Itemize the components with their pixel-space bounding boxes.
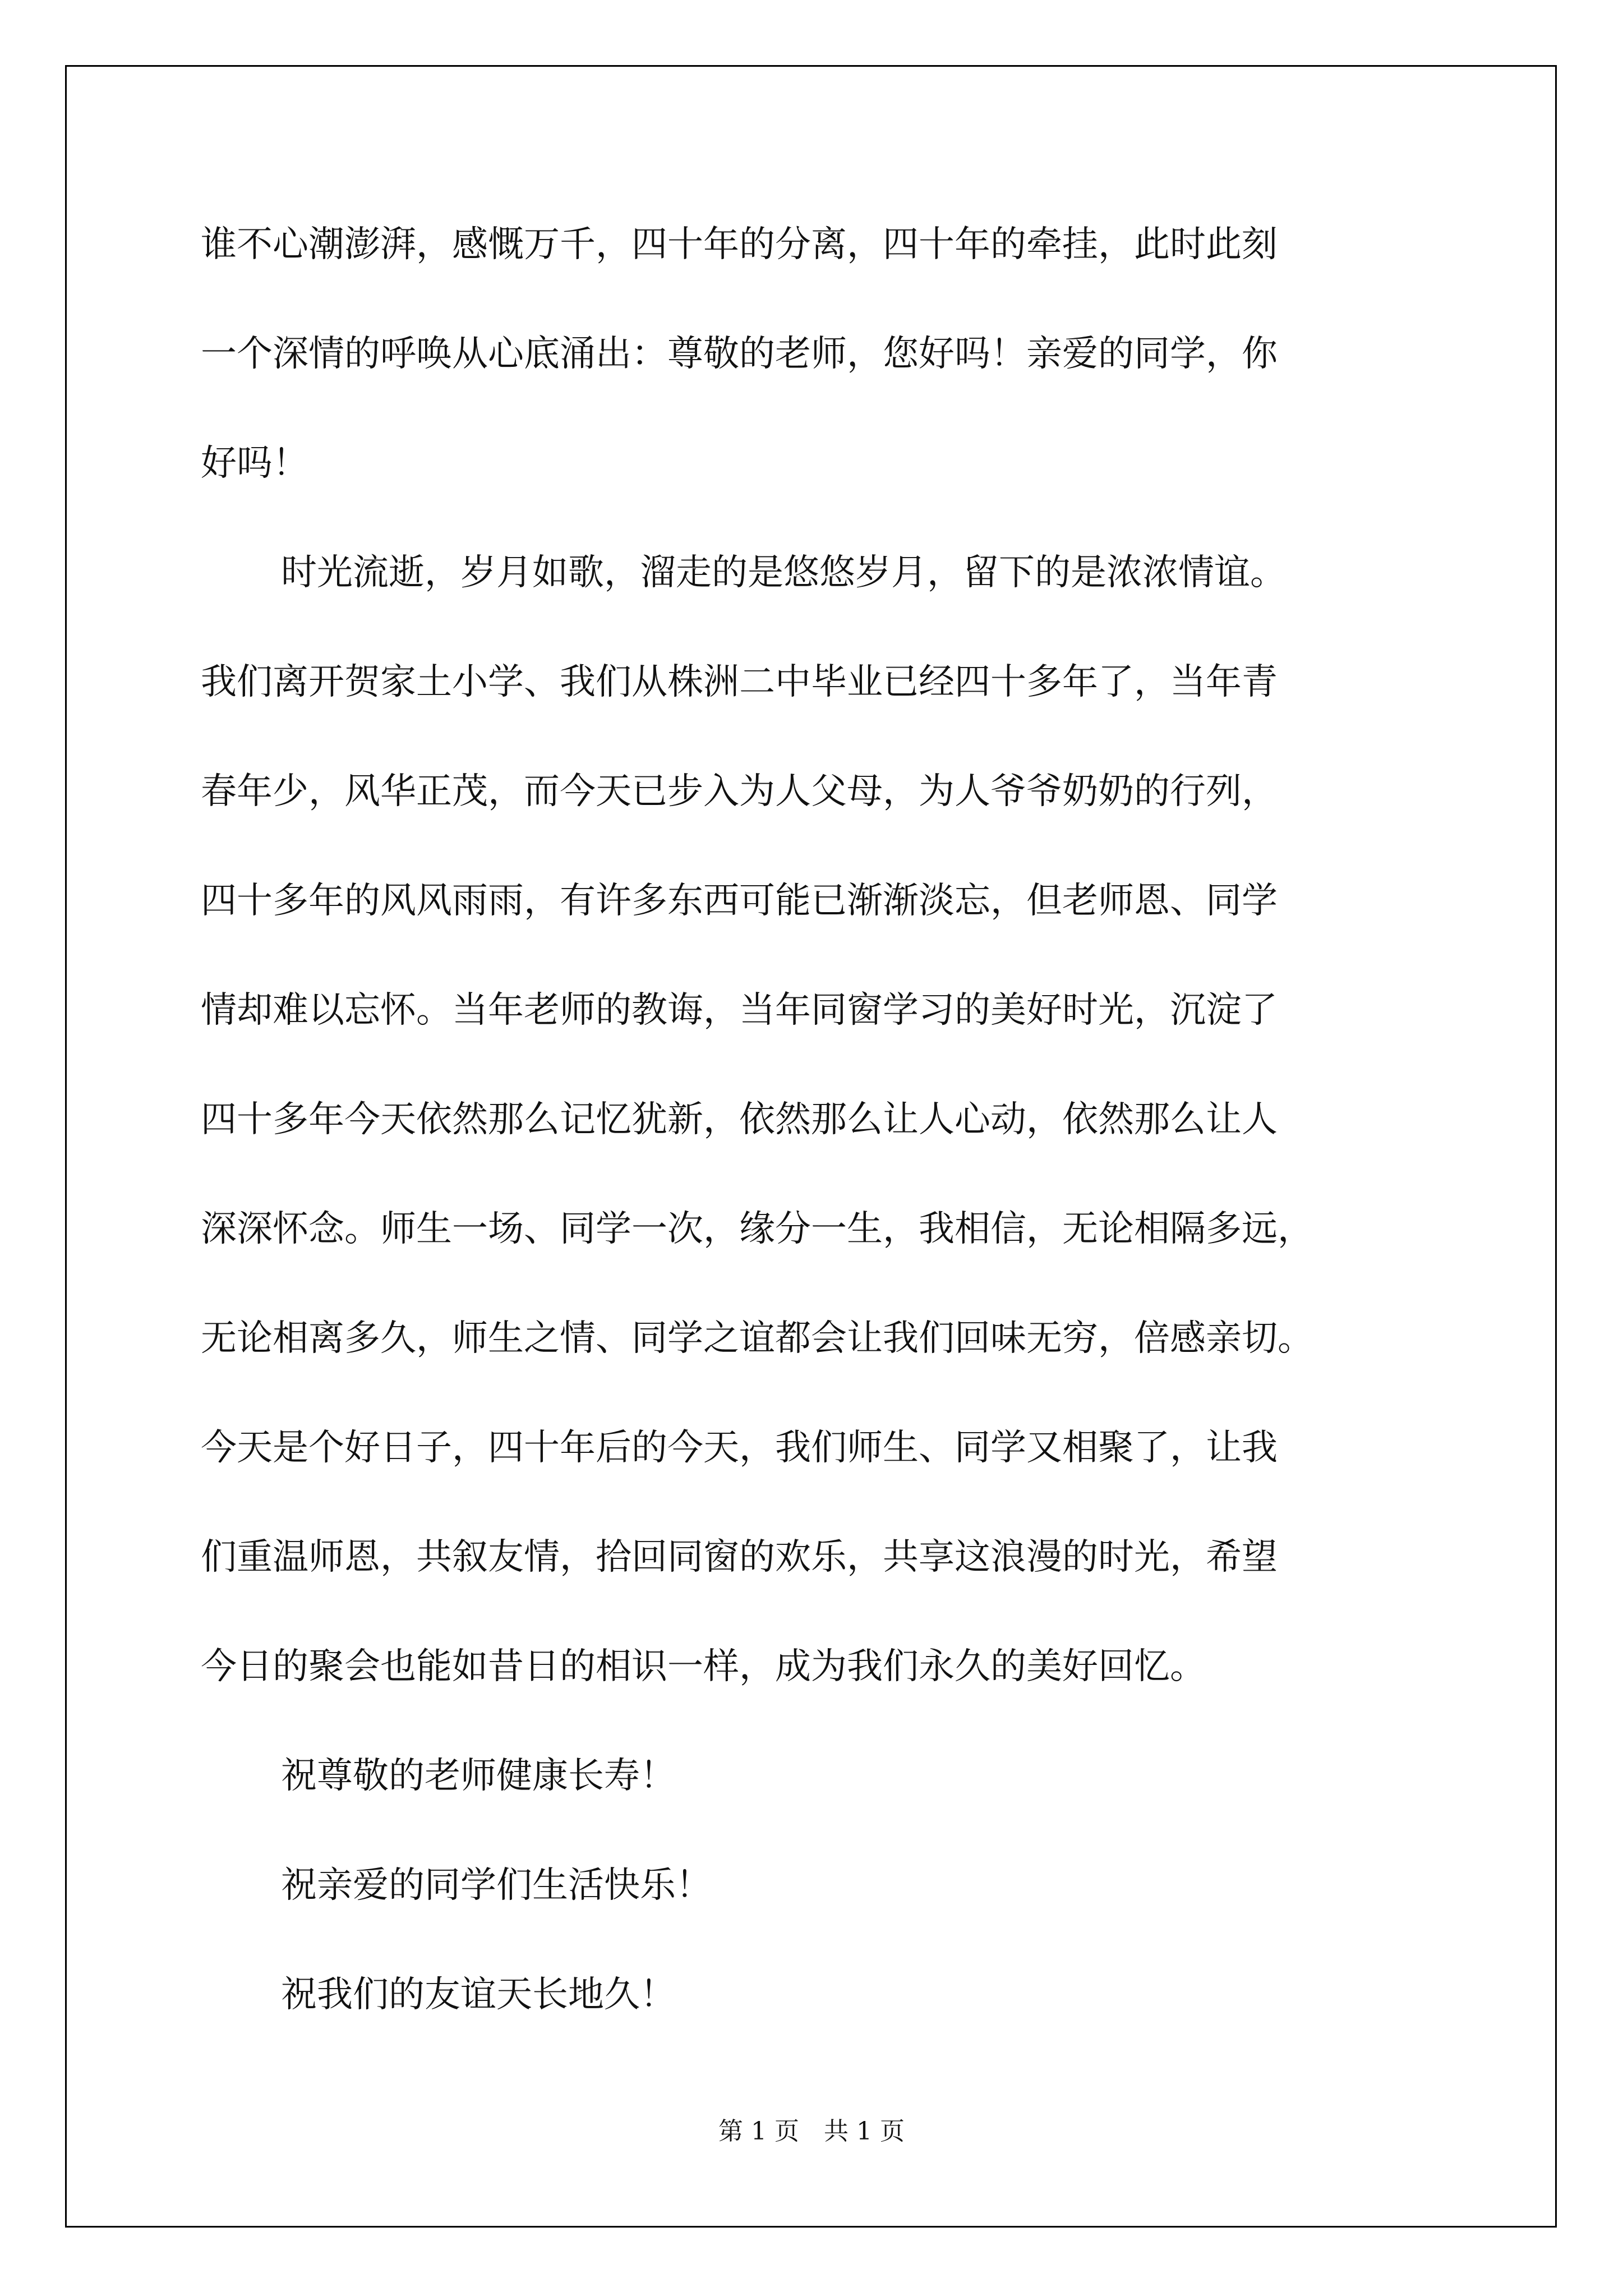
text-line: 祝尊敬的老师健康长寿！ (281, 1755, 676, 1797)
text-line: 我们离开贺家土小学、我们从株洲二中毕业已经四十多年了，当年青 (201, 661, 1278, 703)
text-line: 谁不心潮澎湃，感慨万千，四十年的分离，四十年的牵挂，此时此刻 (201, 224, 1278, 265)
text-line: 情却难以忘怀。当年老师的教诲，当年同窗学习的美好时光，沉淀了 (201, 990, 1278, 1031)
text-line: 时光流逝，岁月如歌，溜走的是悠悠岁月，留下的是浓浓情谊。 (281, 552, 1286, 593)
page-number-footer: 第 1 页 共 1 页 (718, 2117, 905, 2146)
text-line: 今日的聚会也能如昔日的相识一样，成为我们永久的美好回忆。 (201, 1646, 1206, 1687)
text-line: 祝我们的友谊天长地久！ (281, 1974, 676, 2016)
text-line: 们重温师恩，共叙友情，拾回同窗的欢乐，共享这浪漫的时光，希望 (201, 1536, 1278, 1578)
text-line: 深深怀念。师生一场、同学一次，缘分一生，我相信，无论相隔多远， (201, 1208, 1313, 1250)
text-line: 无论相离多久，师生之情、同学之谊都会让我们回味无穷，倍感亲切。 (201, 1318, 1313, 1359)
text-line: 春年少，风华正茂，而今天已步入为人父母，为人爷爷奶奶的行列， (201, 771, 1278, 812)
text-line: 四十多年今天依然那么记忆犹新，依然那么让人心动，依然那么让人 (201, 1099, 1278, 1140)
text-line: 祝亲爱的同学们生活快乐！ (281, 1865, 712, 1906)
text-line: 今天是个好日子，四十年后的今天，我们师生、同学又相聚了，让我 (201, 1427, 1278, 1469)
text-line: 好吗！ (201, 443, 308, 484)
text-line: 一个深情的呼唤从心底涌出：尊敬的老师，您好吗！亲爱的同学，你 (201, 333, 1278, 375)
text-line: 四十多年的风风雨雨，有许多东西可能已渐渐淡忘，但老师恩、同学 (201, 880, 1278, 922)
